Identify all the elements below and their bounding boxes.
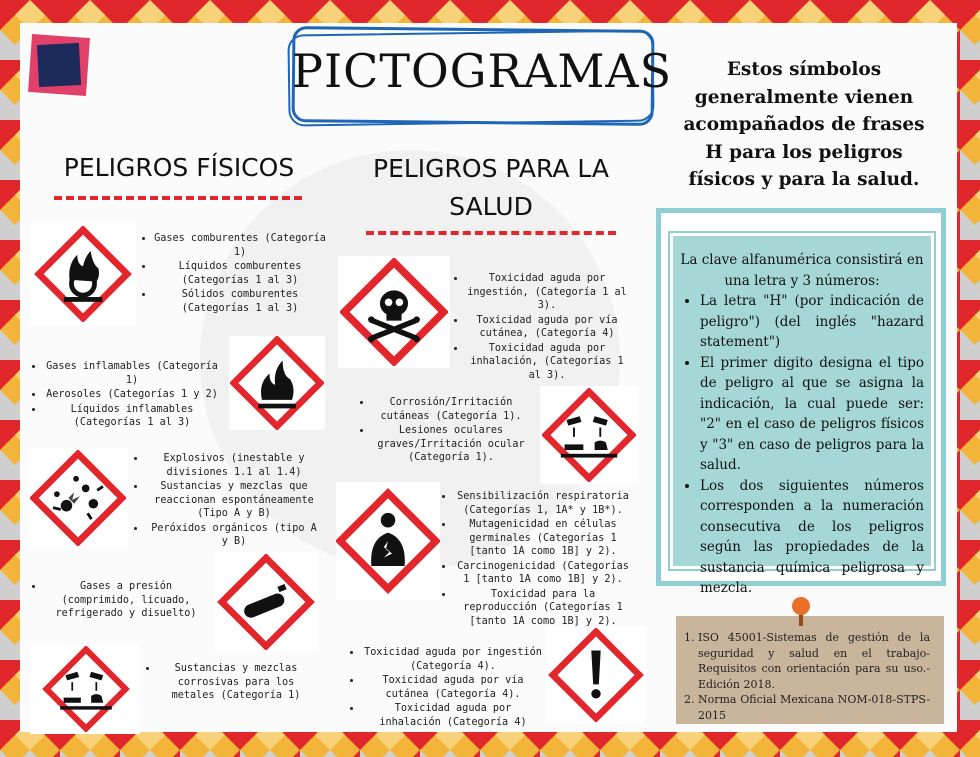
pushpin-icon (792, 597, 810, 615)
physical-heading-underline (54, 196, 302, 200)
hazard-item: • Toxicidad aguda por vía cutánea (Categoría 4). (362, 674, 544, 701)
clave-intro: La clave alfanumérica consistirá en una letra y 3 números: (680, 252, 924, 289)
hazard-item: • Líquidos inflamables (Categorías 1 al 3) (44, 403, 220, 430)
health-block-4 (348, 646, 544, 730)
physical-block-3 (132, 452, 322, 550)
clave-bullet: • Los dos siguientes números corresponden a la numeración consecutiva de los peligros según las propiedades de la sustancia química peligrosa y mezcla. (700, 476, 924, 599)
square-decoration-icon (26, 32, 92, 98)
reference-item: 1. ISO 45001-Sistemas de gestión de la seguridad y salud en el trabajo- Requisitos con orientación para su uso.- Edición 2018. (698, 630, 930, 692)
physical-hazards-heading: PELIGROS FÍSICOS (63, 153, 295, 182)
exclamation-pictogram-icon (548, 628, 644, 722)
flame-pictogram-icon (230, 336, 324, 430)
corrosion-pictogram-icon (34, 646, 138, 732)
reference-item: 2. Norma Oficial Mexicana NOM-018-STPS-2015 (698, 692, 930, 723)
hazard-item: • Toxicidad aguda por inhalación, (Categorías 1 al 3). (466, 342, 628, 383)
hazard-item: • Toxicidad para la reproducción (Categorías 1 [tanto 1A como 1B] y 2). (454, 588, 632, 629)
references-list (684, 630, 930, 723)
health-heading-underline (366, 231, 616, 235)
hazard-item: • Sensibilización respiratoria (Categorías 1, 1A* y 1B*). (454, 490, 632, 517)
hazard-item: • Sólidos comburentes (Categorías 1 al 3) (154, 288, 326, 315)
physical-block-5 (144, 662, 314, 704)
skull-crossbones-pictogram-icon (340, 258, 448, 366)
health-block-1 (452, 272, 628, 383)
hazard-item: • Toxicidad aguda por ingestión, (Categoría 1 al 3). (466, 272, 628, 313)
health-hazards-heading: PELIGROS PARA LA SALUD (373, 154, 609, 221)
health-hazard-pictogram-icon (336, 484, 440, 598)
hazard-item: • Gases comburentes (Categoría 1) (154, 232, 326, 259)
hazard-item: • Toxicidad aguda por vía cutánea, (Categoría 4) (466, 314, 628, 341)
hazard-item: • Gases a presión (comprimido, licuado, refrigerado y disuelto) (44, 580, 208, 621)
intro-text: Estos símbolos generalmente vienen acompañados de frases H para los peligros físicos y para la salud. (683, 59, 925, 190)
hazard-item: • Aerosoles (Categorías 1 y 2) (44, 388, 220, 402)
health-block-2 (358, 396, 530, 466)
hazard-item: • Carcinogenicidad (Categorías 1 [tanto 1A como 1B] y 2). (454, 560, 632, 587)
hazard-item: • Explosivos (inestable y divisiones 1.1 al 1.4) (146, 452, 322, 479)
corrosion-pictogram-icon (542, 388, 636, 482)
hazard-item: • Líquidos comburentes (Categorías 1 al 3) (154, 260, 326, 287)
clave-text (680, 250, 924, 599)
hazard-item: • Peróxidos orgánicos (tipo A y B) (146, 522, 322, 549)
health-block-3 (440, 490, 632, 629)
physical-block-4 (30, 580, 208, 622)
hazard-item: • Sustancias y mezclas corrosivas para los metales (Categoría 1) (158, 662, 314, 703)
clave-bullet: • La letra "H" (por indicación de peligro") (del inglés "hazard statement") (700, 291, 924, 353)
hazard-item: • Sustancias y mezclas que reaccionan espontáneamente (Tipo A y B) (146, 480, 322, 521)
physical-block-1 (140, 232, 326, 316)
physical-block-2 (30, 360, 220, 431)
oxidizer-pictogram-icon (33, 226, 133, 322)
clave-bullet: • El primer digito designa el tipo de peligro al que se asigna la indicación, la cual puede ser: "2" en el caso de peligros físicos y "3" en caso de peligros para la salud. (700, 353, 924, 476)
hazard-item: • Toxicidad aguda por inhalación (Categoría 4) (362, 702, 544, 729)
hazard-item: • Gases inflamables (Categoría 1) (44, 360, 220, 387)
hazard-item: • Corrosión/Irritación cutáneas (Categoría 1). (372, 396, 530, 423)
gas-cylinder-pictogram-icon (216, 554, 316, 650)
explosive-pictogram-icon (30, 450, 126, 546)
page-title: PICTOGRAMAS (292, 44, 673, 98)
hazard-item: • Toxicidad aguda por ingestión (Categoría 4). (362, 646, 544, 673)
hazard-item: • Lesiones oculares graves/Irritación ocular (Categoría 1). (372, 424, 530, 465)
hazard-item: • Mutagenicidad en células germinales (Categorías 1 [tanto 1A como 1B] y 2). (454, 518, 632, 559)
